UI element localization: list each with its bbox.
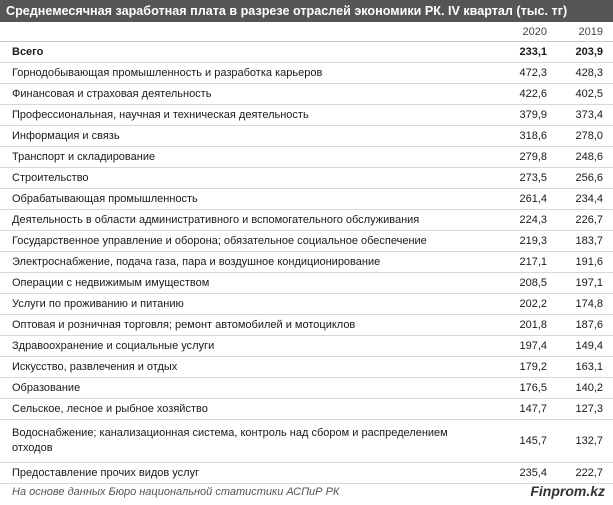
table-row bbox=[0, 63, 613, 84]
column-header-2020: 2020 bbox=[483, 22, 547, 42]
row-label: Образование bbox=[0, 378, 483, 399]
row-label: Государственное управление и оборона; обязательное социальное обеспечение bbox=[0, 231, 483, 252]
value-2019: 149,4 bbox=[547, 336, 613, 357]
row-label: Горнодобывающая промышленность и разработка карьеров bbox=[0, 63, 483, 84]
row-label: Водоснабжение; канализационная система, контроль над сбором и распределением отходов bbox=[0, 420, 483, 463]
row-label: Операции с недвижимым имуществом bbox=[0, 273, 483, 294]
row-label: Информация и связь bbox=[0, 126, 483, 147]
value-2020: 179,2 bbox=[483, 357, 547, 378]
value-2020: 235,4 bbox=[483, 463, 547, 484]
value-2019: 256,6 bbox=[547, 168, 613, 189]
row-label: Предоставление прочих видов услуг bbox=[0, 463, 483, 484]
table-row bbox=[0, 273, 613, 294]
row-label: Услуги по проживанию и питанию bbox=[0, 294, 483, 315]
table-row bbox=[0, 336, 613, 357]
value-2020: 202,2 bbox=[483, 294, 547, 315]
value-2019: 187,6 bbox=[547, 315, 613, 336]
value-2019: 226,7 bbox=[547, 210, 613, 231]
value-2019: 222,7 bbox=[547, 463, 613, 484]
value-2019: 191,6 bbox=[547, 252, 613, 273]
chart-title: Среднемесячная заработная плата в разрезе отраслей экономики РК. IV квартал (тыс. тг) bbox=[0, 0, 613, 22]
value-2020: 273,5 bbox=[483, 168, 547, 189]
value-2019: 174,8 bbox=[547, 294, 613, 315]
value-2019: 132,7 bbox=[547, 420, 613, 463]
value-2019: 127,3 bbox=[547, 399, 613, 420]
brand-logo: Finprom.kz bbox=[530, 483, 605, 499]
row-label: Строительство bbox=[0, 168, 483, 189]
row-label: Искусство, развлечения и отдых bbox=[0, 357, 483, 378]
value-2020: 422,6 bbox=[483, 84, 547, 105]
value-2019: 183,7 bbox=[547, 231, 613, 252]
value-2019: 163,1 bbox=[547, 357, 613, 378]
row-label: Оптовая и розничная торговля; ремонт автомобилей и мотоциклов bbox=[0, 315, 483, 336]
value-2019: 373,4 bbox=[547, 105, 613, 126]
value-2020: 201,8 bbox=[483, 315, 547, 336]
value-2020: 279,8 bbox=[483, 147, 547, 168]
column-header-2019: 2019 bbox=[547, 22, 613, 42]
value-2019: 203,9 bbox=[547, 42, 613, 63]
row-label: Здравоохранение и социальные услуги bbox=[0, 336, 483, 357]
value-2019: 140,2 bbox=[547, 378, 613, 399]
row-label: Профессиональная, научная и техническая деятельность bbox=[0, 105, 483, 126]
table-row bbox=[0, 84, 613, 105]
table-row bbox=[0, 231, 613, 252]
row-label: Всего bbox=[0, 42, 483, 63]
value-2020: 261,4 bbox=[483, 189, 547, 210]
value-2020: 318,6 bbox=[483, 126, 547, 147]
value-2019: 278,0 bbox=[547, 126, 613, 147]
table-row bbox=[0, 420, 613, 463]
table-row bbox=[0, 315, 613, 336]
header-label-cell bbox=[0, 22, 483, 42]
row-label: Обрабатывающая промышленность bbox=[0, 189, 483, 210]
value-2020: 217,1 bbox=[483, 252, 547, 273]
value-2020: 472,3 bbox=[483, 63, 547, 84]
table-row bbox=[0, 294, 613, 315]
value-2020: 176,5 bbox=[483, 378, 547, 399]
value-2020: 208,5 bbox=[483, 273, 547, 294]
table-row bbox=[0, 357, 613, 378]
salary-table bbox=[0, 22, 613, 484]
table-header-row bbox=[0, 22, 613, 42]
table-row bbox=[0, 252, 613, 273]
value-2020: 197,4 bbox=[483, 336, 547, 357]
value-2019: 248,6 bbox=[547, 147, 613, 168]
value-2020: 224,3 bbox=[483, 210, 547, 231]
table-row bbox=[0, 399, 613, 420]
value-2020: 219,3 bbox=[483, 231, 547, 252]
value-2020: 147,7 bbox=[483, 399, 547, 420]
table-row bbox=[0, 378, 613, 399]
value-2020: 379,9 bbox=[483, 105, 547, 126]
table-row bbox=[0, 147, 613, 168]
table-row bbox=[0, 126, 613, 147]
source-note: На основе данных Бюро национальной статистики АСПиР РК bbox=[12, 486, 340, 498]
value-2019: 428,3 bbox=[547, 63, 613, 84]
table-row bbox=[0, 168, 613, 189]
table-row bbox=[0, 105, 613, 126]
value-2019: 402,5 bbox=[547, 84, 613, 105]
value-2020: 145,7 bbox=[483, 420, 547, 463]
table-row bbox=[0, 189, 613, 210]
table-row bbox=[0, 210, 613, 231]
row-label: Электроснабжение, подача газа, пара и воздушное кондиционирование bbox=[0, 252, 483, 273]
footer bbox=[0, 481, 613, 505]
table-row-total bbox=[0, 42, 613, 63]
value-2019: 234,4 bbox=[547, 189, 613, 210]
row-label: Транспорт и складирование bbox=[0, 147, 483, 168]
row-label: Деятельность в области административного и вспомогательного обслуживания bbox=[0, 210, 483, 231]
row-label: Сельское, лесное и рыбное хозяйство bbox=[0, 399, 483, 420]
value-2020: 233,1 bbox=[483, 42, 547, 63]
value-2019: 197,1 bbox=[547, 273, 613, 294]
row-label: Финансовая и страховая деятельность bbox=[0, 84, 483, 105]
